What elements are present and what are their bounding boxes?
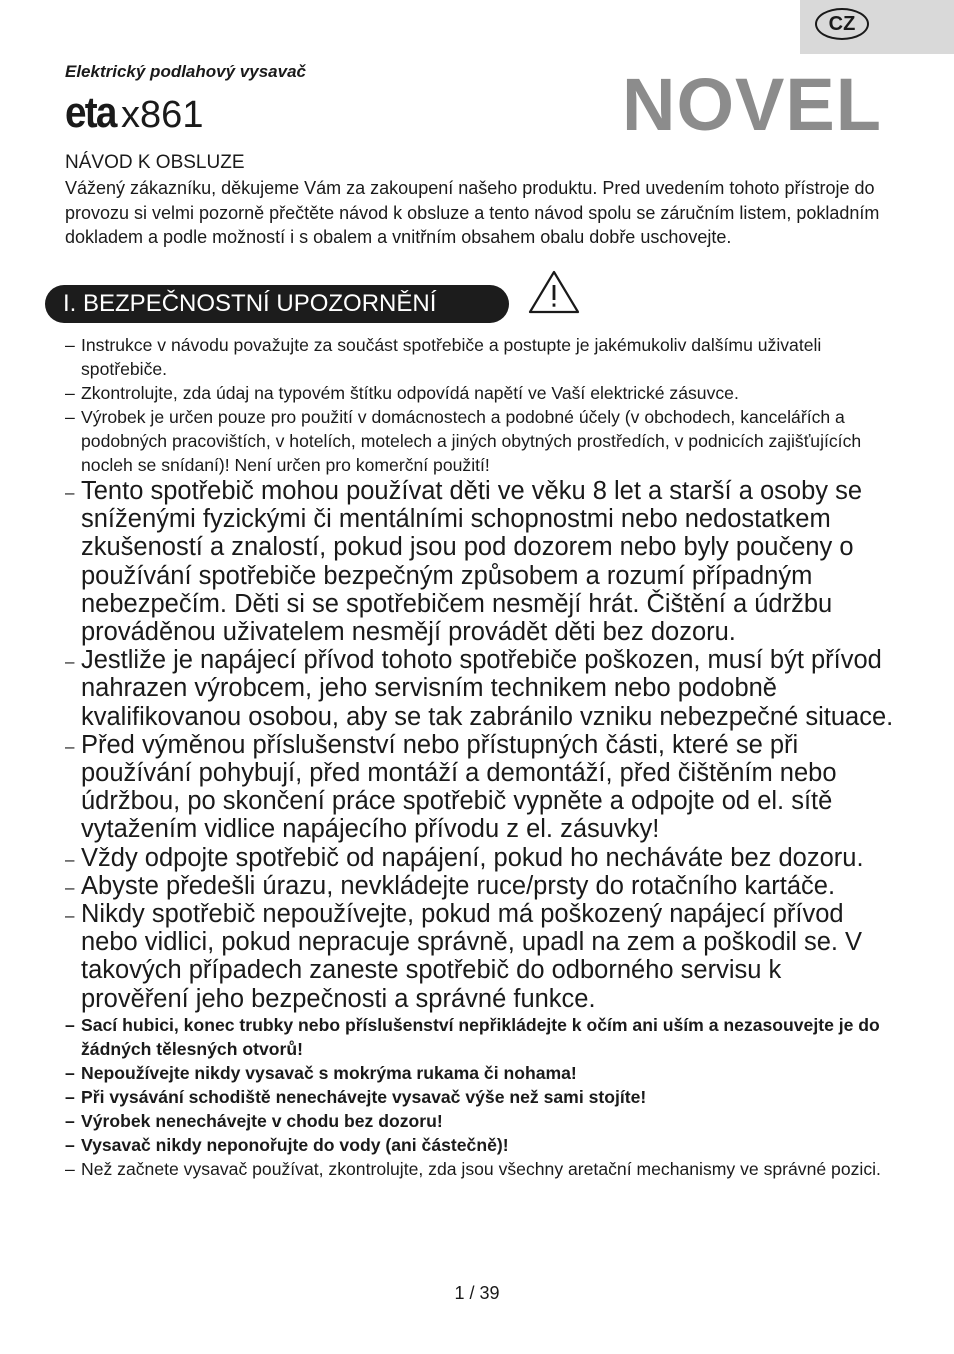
safety-item (65, 405, 895, 477)
safety-item (65, 900, 895, 1013)
list-dash: – (65, 407, 75, 427)
safety-item-text: Vždy odpojte spotřebič od napájení, pokud ho necháváte bez dozoru. (81, 843, 864, 872)
brand-name: eta (65, 88, 116, 137)
list-dash: – (65, 1110, 75, 1131)
section-heading: I. BEZPEČNOSTNÍ UPOZORNĚNÍ (45, 285, 509, 323)
list-dash: – (65, 1014, 75, 1035)
product-model (65, 88, 203, 138)
list-dash: – (65, 1134, 75, 1155)
safety-item-text: Zkontrolujte, zda údaj na typovém štítku odpovídá napětí ve Vaší elektrické zásuvce. (81, 383, 739, 403)
manual-title: NÁVOD K OBSLUZE (65, 152, 245, 173)
safety-item-text: Výrobek nenechávejte v chodu bez dozoru! (81, 1110, 443, 1131)
language-tab (800, 0, 954, 54)
safety-item-text: Abyste předešli úrazu, nevkládejte ruce/prsty do rotačního kartáče. (81, 871, 836, 900)
warning-triangle-icon (526, 268, 582, 316)
safety-item-text: Při vysávání schodiště nenechávejte vysavač výše než sami stojíte! (81, 1086, 647, 1107)
list-dash: – (65, 1086, 75, 1107)
safety-item (65, 1157, 895, 1181)
page-number: 1 / 39 (454, 1283, 500, 1303)
safety-item (65, 1061, 895, 1085)
safety-item-text: Nikdy spotřebič nepoužívejte, pokud má poškozený napájecí přívod nebo vidlici, pokud nepracuje správně, upadl na zem a poškodil se. V takových případech zaneste spotřebič do odborného servisu k prověření jeho bezpečnosti a správné funkce. (81, 900, 863, 1013)
safety-item-text: Jestliže je napájecí přívod tohoto spotřebiče poškozen, musí být přívod nahrazen výrobcem, jeho servisním technikem nebo podobně kvalifikovanou osobou, aby se tak zabránilo vzniku nebezpečné situace. (81, 646, 894, 731)
safety-item (65, 333, 895, 381)
language-badge: CZ (815, 8, 869, 40)
list-dash: – (65, 335, 75, 355)
safety-list (65, 333, 895, 1181)
list-dash: – (65, 736, 75, 756)
safety-item-text: Instrukce v návodu považujte za součást spotřebiče a postupte je jakémukoliv dalšímu uživateli spotřebiče. (81, 335, 822, 379)
safety-item (65, 1109, 895, 1133)
safety-item-text: Než začnete vysavač používat, zkontrolujte, zda jsou všechny aretační mechanismy ve správné pozici. (81, 1158, 881, 1179)
safety-item-text: Nepoužívejte nikdy vysavač s mokrýma rukama či nohama! (81, 1062, 577, 1083)
list-dash: – (65, 877, 75, 897)
safety-item-text: Před výměnou příslušenství nebo přístupných části, které se při používání pohybují, před montáží a demontáží, před čištěním nebo údržbou, po skončení práce spotřebič vypněte a odpojte od el. sítě vytažením vidlice napájecího přívodu z el. zásuvky! (81, 730, 837, 844)
safety-item (65, 381, 895, 405)
safety-item-text: Výrobek je určen pouze pro použití v domácnostech a podobné účely (v obchodech, kancelářích a podobných pracovištích, v hotelích, motelech a jiných obytných prostředích, v podnicích zajišťujících nocleh se snídaní)! Není určen pro komerční použití! (81, 407, 862, 475)
safety-item (65, 1085, 895, 1109)
safety-item (65, 731, 895, 844)
list-dash: – (65, 483, 75, 502)
product-subtitle: Elektrický podlahový vysavač (65, 62, 306, 81)
safety-item-text: Vysavač nikdy neponořujte do vody (ani částečně)! (81, 1134, 509, 1155)
list-dash: – (65, 383, 75, 403)
model-number: x861 (121, 94, 204, 136)
safety-item-text: Sací hubici, konec trubky nebo příslušenství nepřikládejte k očím ani uším a nezasouvejte je do žádných tělesných otvorů! (81, 1014, 880, 1059)
safety-item (65, 844, 895, 872)
intro-paragraph: Vážený zákazníku, děkujeme Vám za zakoupení našeho produktu. Pred uvedením tohoto přístroje do provozu si velmi pozorně přečtěte návod k obsluze a tento návod spolu se záručním listem, pokladním dokladem a podle možností i s obalem a vnitřním obsahem obalu dobře uschovejte. (65, 178, 880, 247)
safety-item (65, 646, 895, 731)
list-dash: – (65, 1158, 75, 1179)
list-dash: – (65, 849, 75, 869)
novel-logo: NOVEL (622, 63, 882, 146)
safety-item (65, 477, 895, 646)
list-dash: – (65, 652, 75, 672)
safety-item-text: Tento spotřebič mohou používat děti ve věku 8 let a starší a osoby se sníženými fyzickými či mentálními schopnostmi nebo nedostatkem zkušeností a znalostí, pokud jsou pod dozorem nebo byly poučeny o používání spotřebiče bezpečným způsobem a rozumí případným nebezpečím. Děti si se spotřebičem nesmějí hrát. Čištění a údržbu prováděnou uživatelem nesmějí provádět děti bez dozoru. (81, 477, 863, 647)
list-dash: – (65, 1062, 75, 1083)
safety-item (65, 1133, 895, 1157)
list-dash: – (65, 906, 75, 926)
safety-item (65, 1013, 895, 1061)
safety-item (65, 872, 895, 900)
